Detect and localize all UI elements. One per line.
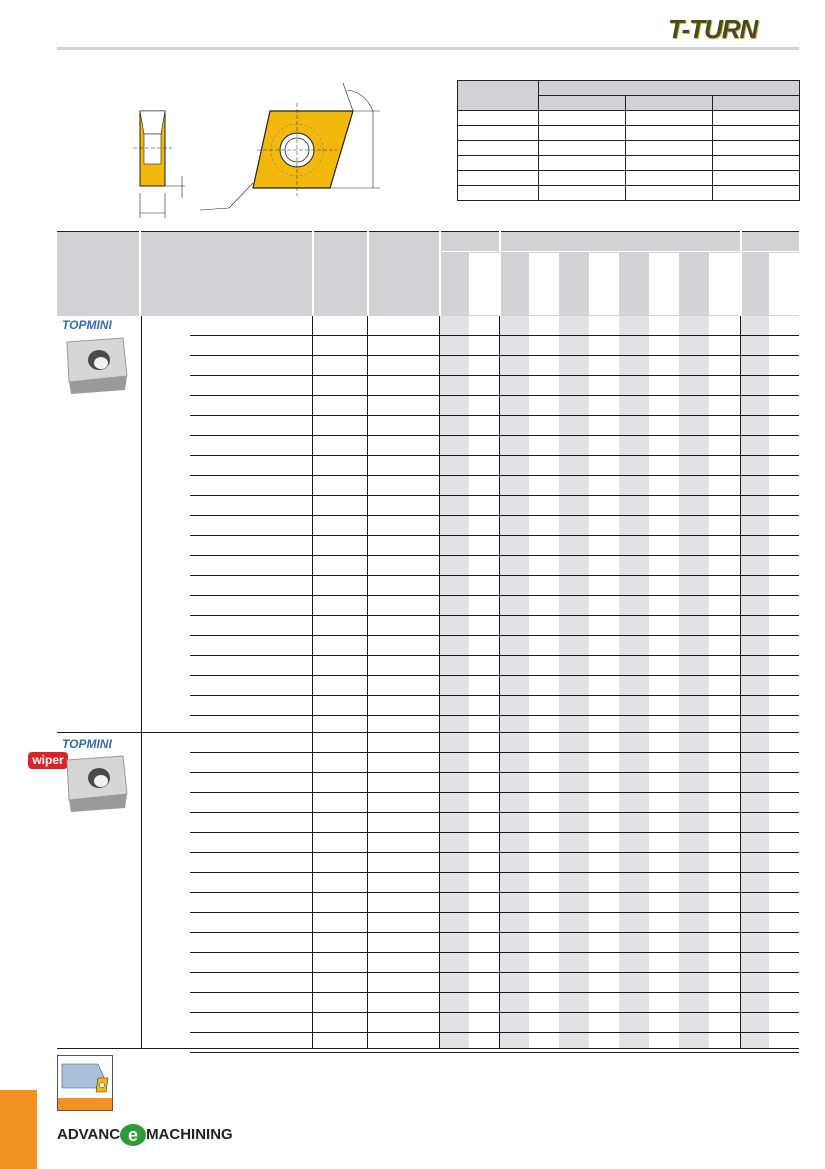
table-row	[190, 496, 799, 516]
table-row	[190, 973, 799, 993]
table-row	[190, 793, 799, 813]
table-row	[190, 733, 799, 753]
dimension-table-corner	[458, 81, 539, 111]
table-row	[190, 376, 799, 396]
advance-e-icon: e	[120, 1124, 146, 1146]
dimension-row	[458, 141, 800, 156]
insert-photo	[63, 334, 131, 396]
dimension-table	[457, 80, 800, 201]
table-row	[190, 1033, 799, 1053]
advance-machining-logo: ADVANC e MACHINING	[57, 1125, 233, 1145]
table-row	[190, 536, 799, 556]
table-row	[190, 416, 799, 436]
dimension-row	[458, 156, 800, 171]
table-row	[190, 953, 799, 973]
table-row	[190, 656, 799, 676]
table-row	[190, 396, 799, 416]
product-table	[57, 231, 799, 1051]
table-row	[190, 873, 799, 893]
wiper-badge: wiper	[28, 752, 68, 769]
table-row	[190, 516, 799, 536]
dimension-row	[458, 186, 800, 201]
table-row	[190, 636, 799, 656]
table-row	[190, 456, 799, 476]
table-row	[190, 696, 799, 716]
table-row	[190, 1013, 799, 1033]
topmini-wiper-logo: TOPMINI	[62, 737, 112, 751]
insert-side-view	[133, 111, 185, 218]
table-row	[190, 753, 799, 773]
t-turn-logo	[668, 14, 800, 46]
operation-icon	[57, 1055, 113, 1111]
table-bottom-border	[57, 1048, 799, 1049]
table-row	[190, 596, 799, 616]
table-row	[190, 773, 799, 793]
table-row	[190, 316, 799, 336]
dimension-table-group-header	[539, 81, 800, 96]
table-row	[190, 556, 799, 576]
table-row	[190, 913, 799, 933]
table-row	[190, 576, 799, 596]
page-side-tab	[0, 1090, 37, 1169]
table-row	[190, 436, 799, 456]
t-turn-logo-text: T-TURN	[668, 14, 758, 44]
table-row	[190, 853, 799, 873]
dimension-row	[458, 126, 800, 141]
table-row	[190, 993, 799, 1013]
insert-top-view	[200, 83, 380, 210]
table-row	[190, 813, 799, 833]
dimension-row	[458, 171, 800, 186]
header-divider	[57, 47, 799, 50]
table-row	[190, 676, 799, 696]
table-row	[190, 336, 799, 356]
insert-drawing	[125, 78, 395, 223]
table-row	[190, 476, 799, 496]
dimension-row	[458, 111, 800, 126]
table-row	[190, 933, 799, 953]
table-row	[190, 893, 799, 913]
product-table-header	[57, 231, 799, 316]
insert-wiper-photo	[63, 752, 131, 814]
table-row	[190, 356, 799, 376]
topmini-logo: TOPMINI	[62, 318, 112, 332]
table-row	[190, 616, 799, 636]
table-row	[190, 833, 799, 853]
